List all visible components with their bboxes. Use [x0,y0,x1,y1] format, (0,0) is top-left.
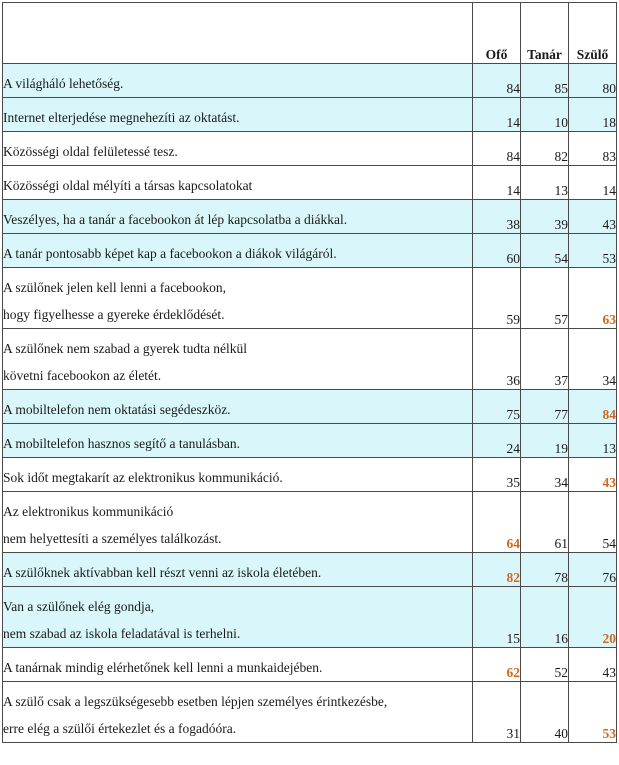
value-ofo: 82 [473,553,521,587]
value-ofo: 84 [473,64,521,98]
statement-text: A szülőknek aktívabban kell részt venni az iskola életében. [3,565,322,580]
statement-text: Van a szülőnek elég gondja, [3,599,155,614]
table-row [3,424,617,458]
statement-text: nem helyettesíti a személyes találkozást. [3,531,222,546]
value-tanar: 85 [521,64,569,98]
header-blank-cell [3,3,473,64]
table-row [3,64,617,98]
value-szulo: 83 [569,132,617,166]
statement-text: A mobiltelefon nem oktatási segédeszköz. [3,402,231,417]
value-tanar: 16 [521,587,569,648]
statement-cell [3,329,473,390]
value-szulo: 84 [569,390,617,424]
value-szulo: 76 [569,553,617,587]
value-ofo: 59 [473,268,521,329]
value-tanar: 34 [521,458,569,492]
value-szulo: 18 [569,98,617,132]
table-row [3,166,617,200]
value-szulo: 43 [569,648,617,682]
value-szulo: 43 [569,200,617,234]
value-szulo: 53 [569,682,617,743]
value-ofo: 15 [473,587,521,648]
statement-cell [3,492,473,553]
value-tanar: 78 [521,553,569,587]
value-ofo: 14 [473,166,521,200]
value-tanar: 61 [521,492,569,553]
statement-cell [3,682,473,743]
survey-table [2,2,617,743]
table-row [3,132,617,166]
table-row [3,98,617,132]
statement-text: A tanár pontosabb képet kap a facebookon a diákok világáról. [3,246,337,261]
value-szulo: 80 [569,64,617,98]
value-tanar: 52 [521,648,569,682]
value-tanar: 77 [521,390,569,424]
value-ofo: 64 [473,492,521,553]
statement-cell [3,648,473,682]
value-ofo: 14 [473,98,521,132]
value-tanar: 82 [521,132,569,166]
table-row [3,458,617,492]
statement-text: A szülőnek nem szabad a gyerek tudta nélkül [3,341,248,356]
value-tanar: 19 [521,424,569,458]
table-row [3,268,617,329]
header-tanar: Tanár [521,3,569,64]
statement-text: A mobiltelefon hasznos segítő a tanulásban. [3,436,240,451]
statement-cell [3,132,473,166]
value-ofo: 60 [473,234,521,268]
value-tanar: 37 [521,329,569,390]
value-ofo: 35 [473,458,521,492]
statement-cell [3,166,473,200]
value-tanar: 57 [521,268,569,329]
value-szulo: 14 [569,166,617,200]
table-row [3,648,617,682]
statement-text: A szülő csak a legszükségesebb esetben lépjen személyes érintkezésbe, [3,694,388,709]
table-row [3,329,617,390]
table-row [3,553,617,587]
statement-text: Közösségi oldal felületessé tesz. [3,144,178,159]
value-ofo: 36 [473,329,521,390]
statement-text: hogy figyelhesse a gyereke érdeklődését. [3,307,225,322]
value-szulo: 54 [569,492,617,553]
statement-text: Veszélyes, ha a tanár a facebookon át lép kapcsolatba a diákkal. [3,212,348,227]
statement-cell [3,64,473,98]
table-row [3,234,617,268]
value-szulo: 13 [569,424,617,458]
value-ofo: 62 [473,648,521,682]
statement-text: A világháló lehetőség. [3,76,124,91]
value-tanar: 54 [521,234,569,268]
statement-cell [3,587,473,648]
statement-cell [3,200,473,234]
statement-cell [3,98,473,132]
value-szulo: 53 [569,234,617,268]
statement-text: A szülőnek jelen kell lenni a facebookon, [3,280,227,295]
statement-text: Az elektronikus kommunikáció [3,504,174,519]
statement-text: követni facebookon az életét. [3,368,162,383]
value-tanar: 13 [521,166,569,200]
value-ofo: 84 [473,132,521,166]
table-row [3,390,617,424]
table-row [3,587,617,648]
statement-cell [3,234,473,268]
header-ofo: Ofő [473,3,521,64]
statement-text: Sok időt megtakarít az elektronikus kommunikáció. [3,470,283,485]
value-szulo: 43 [569,458,617,492]
statement-text: Internet elterjedése megnehezíti az oktatást. [3,110,240,125]
value-szulo: 63 [569,268,617,329]
statement-cell [3,268,473,329]
value-szulo: 20 [569,587,617,648]
table-row [3,200,617,234]
value-ofo: 38 [473,200,521,234]
statement-text: nem szabad az iskola feladatával is terhelni. [3,626,241,641]
statement-cell [3,390,473,424]
value-ofo: 31 [473,682,521,743]
statement-text: Közösségi oldal mélyíti a társas kapcsolatokat [3,178,253,193]
header-row [3,3,617,64]
value-ofo: 24 [473,424,521,458]
header-szulo: Szülő [569,3,617,64]
table-row [3,682,617,743]
table-row [3,492,617,553]
value-tanar: 40 [521,682,569,743]
statement-cell [3,553,473,587]
statement-cell [3,458,473,492]
value-tanar: 39 [521,200,569,234]
survey-body [3,64,617,743]
value-ofo: 75 [473,390,521,424]
value-szulo: 34 [569,329,617,390]
value-tanar: 10 [521,98,569,132]
statement-cell [3,424,473,458]
statement-text: A tanárnak mindig elérhetőnek kell lenni a munkaidejében. [3,660,323,675]
statement-text: erre elég a szülői értekezlet és a fogadóóra. [3,721,237,736]
